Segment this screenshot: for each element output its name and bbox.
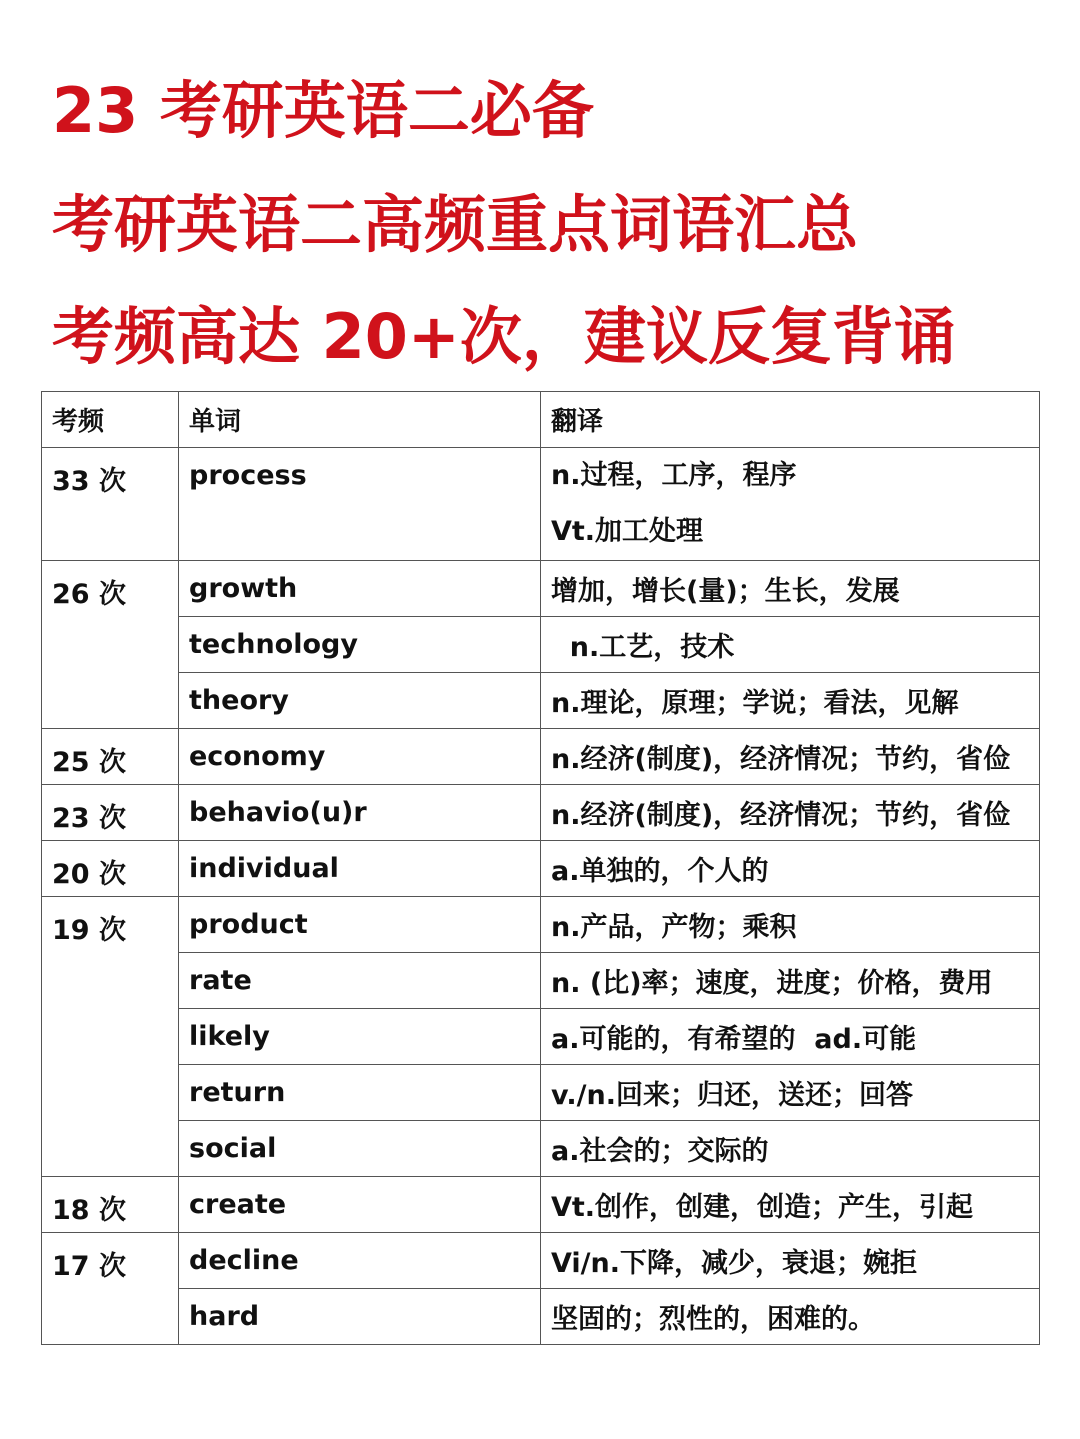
word-cell: growth <box>179 561 541 617</box>
translation-line: n.过程，工序，程序 <box>551 460 797 491</box>
translation-line: n.经济(制度)，经济情况；节约，省俭 <box>551 800 1011 831</box>
header-frequency: 考频 <box>42 392 179 448</box>
translation-line: n.工艺，技术 <box>551 632 735 663</box>
translation-line: n.产品，产物；乘积 <box>551 912 797 943</box>
frequency-cell: 23 次 <box>42 785 179 841</box>
translation-line: a.可能的，有希望的 ad.可能 <box>551 1024 917 1055</box>
table-row <box>42 1289 1040 1345</box>
translation-cell <box>541 953 1040 1009</box>
word-text: process <box>189 460 307 491</box>
translation-line: v./n.回来；归还，送还；回答 <box>551 1080 913 1111</box>
word-cell: individual <box>179 841 541 897</box>
frequency-cell: 25 次 <box>42 729 179 785</box>
translation-cell <box>541 617 1040 673</box>
translation-line: 坚固的；烈性的，困难的。 <box>551 1304 875 1335</box>
table-row <box>42 897 1040 953</box>
word-cell: rate <box>179 953 541 1009</box>
table-row <box>42 1233 1040 1289</box>
translation-line: Vi/n.下降，减少，衰退；婉拒 <box>551 1248 918 1279</box>
table-row <box>42 617 1040 673</box>
frequency-cell: 18 次 <box>42 1177 179 1233</box>
title-line-2: 考研英语二高频重点词语汇总 <box>52 188 859 261</box>
table-row <box>42 953 1040 1009</box>
table-row <box>42 1009 1040 1065</box>
word-cell: product <box>179 897 541 953</box>
table-row <box>42 1065 1040 1121</box>
table-row <box>42 785 1040 841</box>
table-header-row <box>42 392 1040 448</box>
translation-cell <box>541 673 1040 729</box>
word-cell: decline <box>179 1233 541 1289</box>
table-body <box>42 448 1040 1345</box>
translation-cell <box>541 561 1040 617</box>
header-translation: 翻译 <box>541 392 1040 448</box>
translation-cell <box>541 1177 1040 1233</box>
table-row <box>42 1177 1040 1233</box>
word-cell: technology <box>179 617 541 673</box>
translation-cell <box>541 1233 1040 1289</box>
word-cell <box>179 448 541 561</box>
word-cell: theory <box>179 673 541 729</box>
word-cell: create <box>179 1177 541 1233</box>
table-row <box>42 561 1040 617</box>
vocabulary-table <box>41 391 1040 1345</box>
frequency-cell: 26 次 <box>42 561 179 729</box>
translation-cell <box>541 1289 1040 1345</box>
table-row <box>42 1121 1040 1177</box>
translation-line: a.单独的，个人的 <box>551 856 769 887</box>
translation-cell <box>541 841 1040 897</box>
translation-line: n. (比)率；速度，进度；价格，费用 <box>551 968 993 999</box>
translation-line: n.经济(制度)，经济情况；节约，省俭 <box>551 744 1011 775</box>
title-line-1: 23 考研英语二必备 <box>52 74 594 147</box>
frequency-cell: 33 次 <box>42 448 179 561</box>
frequency-cell: 20 次 <box>42 841 179 897</box>
translation-line: a.社会的；交际的 <box>551 1136 769 1167</box>
translation-line: n.理论，原理；学说；看法，见解 <box>551 688 959 719</box>
word-cell: return <box>179 1065 541 1121</box>
header-word: 单词 <box>179 392 541 448</box>
table-row <box>42 841 1040 897</box>
translation-line: Vt.创作，创建，创造；产生，引起 <box>551 1192 974 1223</box>
word-cell: behavio(u)r <box>179 785 541 841</box>
translation-cell <box>541 1121 1040 1177</box>
translation-cell <box>541 785 1040 841</box>
translation-line: 增加，增长(量)；生长，发展 <box>551 576 900 607</box>
word-cell: social <box>179 1121 541 1177</box>
word-cell: economy <box>179 729 541 785</box>
translation-cell <box>541 1065 1040 1121</box>
table-row <box>42 673 1040 729</box>
table-row <box>42 729 1040 785</box>
translation-cell <box>541 729 1040 785</box>
word-cell: likely <box>179 1009 541 1065</box>
translation-line: Vt.加工处理 <box>551 516 704 547</box>
frequency-cell: 19 次 <box>42 897 179 1177</box>
title-line-3: 考频高达 20+次，建议反复背诵 <box>52 300 956 373</box>
frequency-cell: 17 次 <box>42 1233 179 1345</box>
translation-cell <box>541 1009 1040 1065</box>
table-row <box>42 448 1040 561</box>
translation-cell <box>541 897 1040 953</box>
word-cell: hard <box>179 1289 541 1345</box>
translation-cell <box>541 448 1040 561</box>
